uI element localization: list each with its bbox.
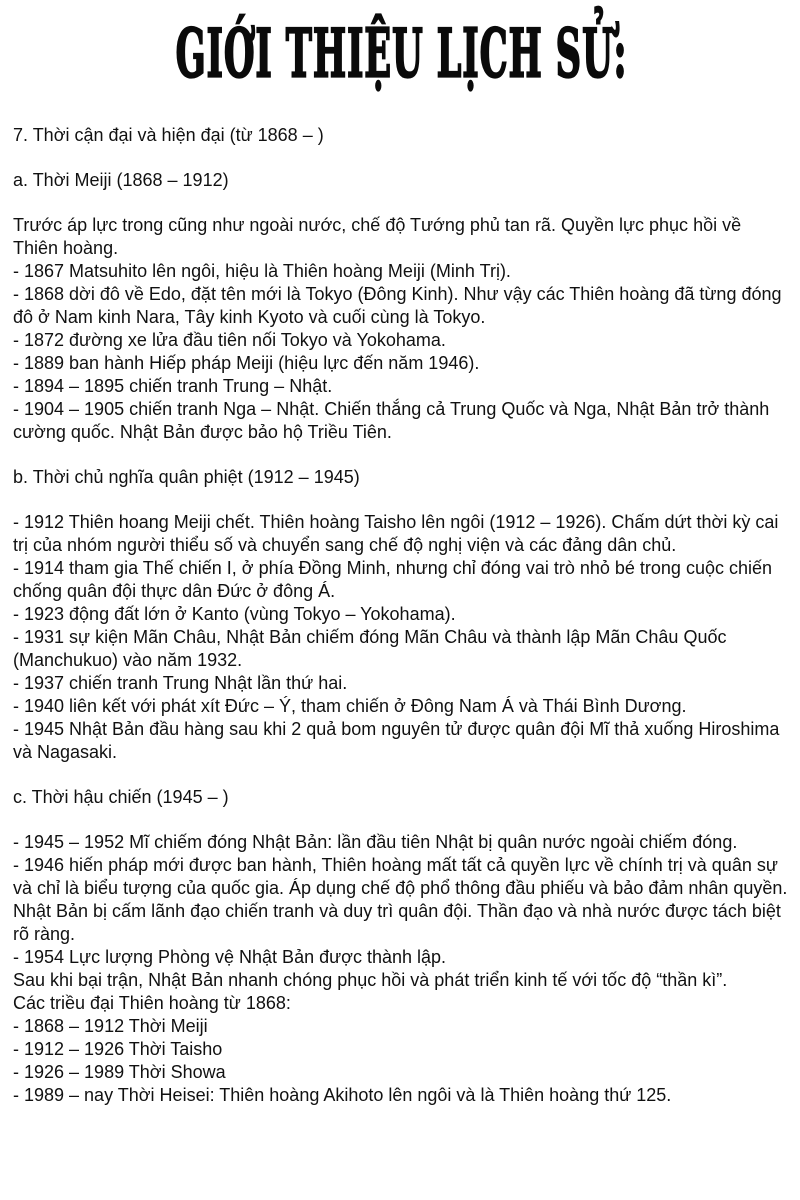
list-item: - 1945 – 1952 Mĩ chiếm đóng Nhật Bản: lần đầu tiên Nhật bị quân nước ngoài chiếm đóng. <box>13 832 738 852</box>
list-item: - 1894 – 1895 chiến tranh Trung – Nhật. <box>13 376 333 396</box>
section-heading: 7. Thời cận đại và hiện đại (từ 1868 – ) <box>13 125 324 145</box>
paragraph: Trước áp lực trong cũng như ngoài nước, chế độ Tướng phủ tan rã. Quyền lực phục hồi về Thiên hoàng. <box>13 215 742 258</box>
title-banner <box>13 0 790 102</box>
list-item: - 1926 – 1989 Thời Showa <box>13 1062 226 1082</box>
list-item: - 1914 tham gia Thế chiến I, ở phía Đồng Minh, nhưng chỉ đóng vai trò nhỏ bé trong cuộc chiến chống quân đội thực dân Đức ở đông Á. <box>13 558 772 601</box>
list-item: - 1923 động đất lớn ở Kanto (vùng Tokyo – Yokohama). <box>13 604 456 624</box>
list-item: - 1954 Lực lượng Phòng vệ Nhật Bản được thành lập. <box>13 947 447 967</box>
list-item: - 1868 dời đô về Edo, đặt tên mới là Tokyo (Đông Kinh). Như vậy các Thiên hoàng đã từng đóng đô ở Nam kinh Nara, Tây kinh Kyoto và cuối cùng là Tokyo. <box>13 284 782 327</box>
list-item: - 1946 hiến pháp mới được ban hành, Thiên hoàng mất tất cả quyền lực về chính trị và quân sự và chỉ là biểu tượng của quốc gia. Áp dụng chế độ phổ thông đầu phiếu và bảo đảm nhân quyền. Nhật Bản bị cấm lãnh đạo chiến tranh và duy trì quân đội. Thần đạo và nhà nước được tách biệt rõ ràng. <box>13 855 788 944</box>
list-item: - 1904 – 1905 chiến tranh Nga – Nhật. Chiến thắng cả Trung Quốc và Nga, Nhật Bản trở thành cường quốc. Nhật Bản được bảo hộ Triều Tiên. <box>13 399 770 442</box>
section-heading: a. Thời Meiji (1868 – 1912) <box>13 170 229 190</box>
list-item: - 1872 đường xe lửa đầu tiên nối Tokyo và Yokohama. <box>13 330 446 350</box>
list-item: - 1867 Matsuhito lên ngôi, hiệu là Thiên hoàng Meiji (Minh Trị). <box>13 261 511 281</box>
list-item: - 1912 – 1926 Thời Taisho <box>13 1039 223 1059</box>
section-heading: b. Thời chủ nghĩa quân phiệt (1912 – 1945) <box>13 467 360 487</box>
list-item: - 1931 sự kiện Mãn Châu, Nhật Bản chiếm đóng Mãn Châu và thành lập Mãn Châu Quốc (Manchukuo) vào năm 1932. <box>13 627 727 670</box>
section-heading: c. Thời hậu chiến (1945 – ) <box>13 787 229 807</box>
list-item: - 1989 – nay Thời Heisei: Thiên hoàng Akihoto lên ngôi và là Thiên hoàng thứ 125. <box>13 1085 672 1105</box>
paragraph: Sau khi bại trận, Nhật Bản nhanh chóng phục hồi và phát triển kinh tế với tốc độ “thần kì”. <box>13 970 728 990</box>
list-item: - 1912 Thiên hoang Meiji chết. Thiên hoàng Taisho lên ngôi (1912 – 1926). Chấm dứt thời kỳ cai trị của nhóm người thiểu số và chuyển sang chế độ nghị viện và các đảng dân chủ. <box>13 512 779 555</box>
list-item: - 1937 chiến tranh Trung Nhật lần thứ hai. <box>13 673 348 693</box>
list-item: - 1889 ban hành Hiếp pháp Meiji (hiệu lực đến năm 1946). <box>13 353 480 373</box>
paragraph: Các triều đại Thiên hoàng từ 1868: <box>13 993 291 1013</box>
document-body <box>13 124 790 1107</box>
list-item: - 1868 – 1912 Thời Meiji <box>13 1016 208 1036</box>
list-item: - 1940 liên kết với phát xít Đức – Ý, tham chiến ở Đông Nam Á và Thái Bình Dương. <box>13 696 687 716</box>
list-item: - 1945 Nhật Bản đầu hàng sau khi 2 quả bom nguyên tử được quân đội Mĩ thả xuống Hiroshima và Nagasaki. <box>13 719 780 762</box>
page-title: GIỚI THIỆU LỊCH SỬ: <box>175 16 628 94</box>
